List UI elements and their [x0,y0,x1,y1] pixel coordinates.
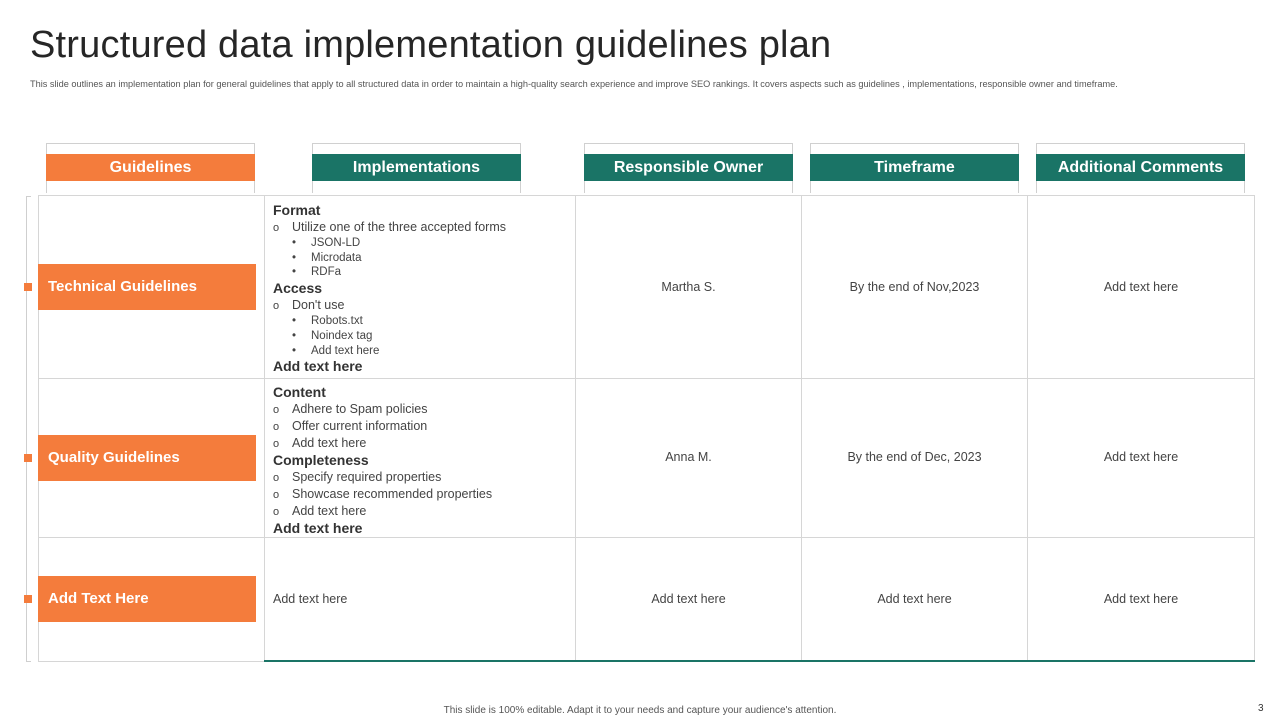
page-number: 3 [1258,703,1264,714]
impl-heading: Content [273,384,326,400]
row-divider [264,378,1255,379]
header-additional-comments: Additional Comments [1036,154,1245,181]
slide-footer: This slide is 100% editable. Adapt it to your needs and capture your audience's attention. [443,705,837,716]
impl-footer: Add text here [273,358,363,375]
header-implementations: Implementations [312,154,521,181]
impl-bullet: • Microdata [273,251,506,266]
impl-item: o Showcase recommended properties [273,486,492,503]
implementation-quality [273,384,492,537]
owner-cell: Anna M. [665,450,712,464]
impl-heading: Completeness [273,452,369,468]
row-marker [24,283,32,291]
row-marker [24,595,32,603]
implementation-placeholder: Add text here [273,592,348,606]
impl-item: o Don't use [273,297,506,314]
slide-subtitle: This slide outlines an implementation plan for general guidelines that apply to all structured data in order to maintain a high-quality search experience and improve SEO rankings. It covers aspects such as guidelines , implementations, responsible owner and timeframe. [30,79,1118,89]
header-timeframe: Timeframe [810,154,1019,181]
impl-bullet: • RDFa [273,265,506,280]
impl-item: o Specify required properties [273,469,492,486]
impl-item: o Add text here [273,435,492,452]
timeframe-cell: By the end of Dec, 2023 [847,450,982,464]
owner-cell: Add text here [651,592,726,606]
column-divider [264,196,265,661]
row-divider [39,378,264,379]
table-bottom-accent [264,660,1255,662]
impl-item: o Add text here [273,503,492,520]
row-divider [39,537,264,538]
timeframe-cell: By the end of Nov,2023 [849,280,980,294]
impl-bullet: • Noindex tag [273,329,506,344]
impl-heading: Access [273,280,323,297]
row-label-technical-guidelines: Technical Guidelines [38,264,256,310]
comments-cell: Add text here [1103,450,1179,464]
header-guidelines: Guidelines [46,154,255,181]
impl-item: o Adhere to Spam policies [273,401,492,418]
impl-bullet: • Robots.txt [273,314,506,329]
comments-cell: Add text here [1103,592,1179,606]
row-marker [24,454,32,462]
impl-heading: Format [273,202,321,218]
implementation-technical [273,202,506,375]
impl-bullet: • Add text here [273,344,506,359]
row-label-add-text-here: Add Text Here [38,576,256,622]
impl-bullet: • JSON-LD [273,236,506,251]
impl-footer: Add text here [273,520,363,536]
comments-cell: Add text here [1103,280,1179,294]
row-divider [264,537,1255,538]
impl-item: o Offer current information [273,418,492,435]
timeframe-cell: Add text here [877,592,952,606]
impl-item: o Utilize one of the three accepted forms [273,219,506,236]
header-responsible-owner: Responsible Owner [584,154,793,181]
slide-title: Structured data implementation guidelines plan [30,24,832,66]
row-label-quality-guidelines: Quality Guidelines [38,435,256,481]
owner-cell: Martha S. [661,280,716,294]
left-bracket-line [26,196,31,662]
